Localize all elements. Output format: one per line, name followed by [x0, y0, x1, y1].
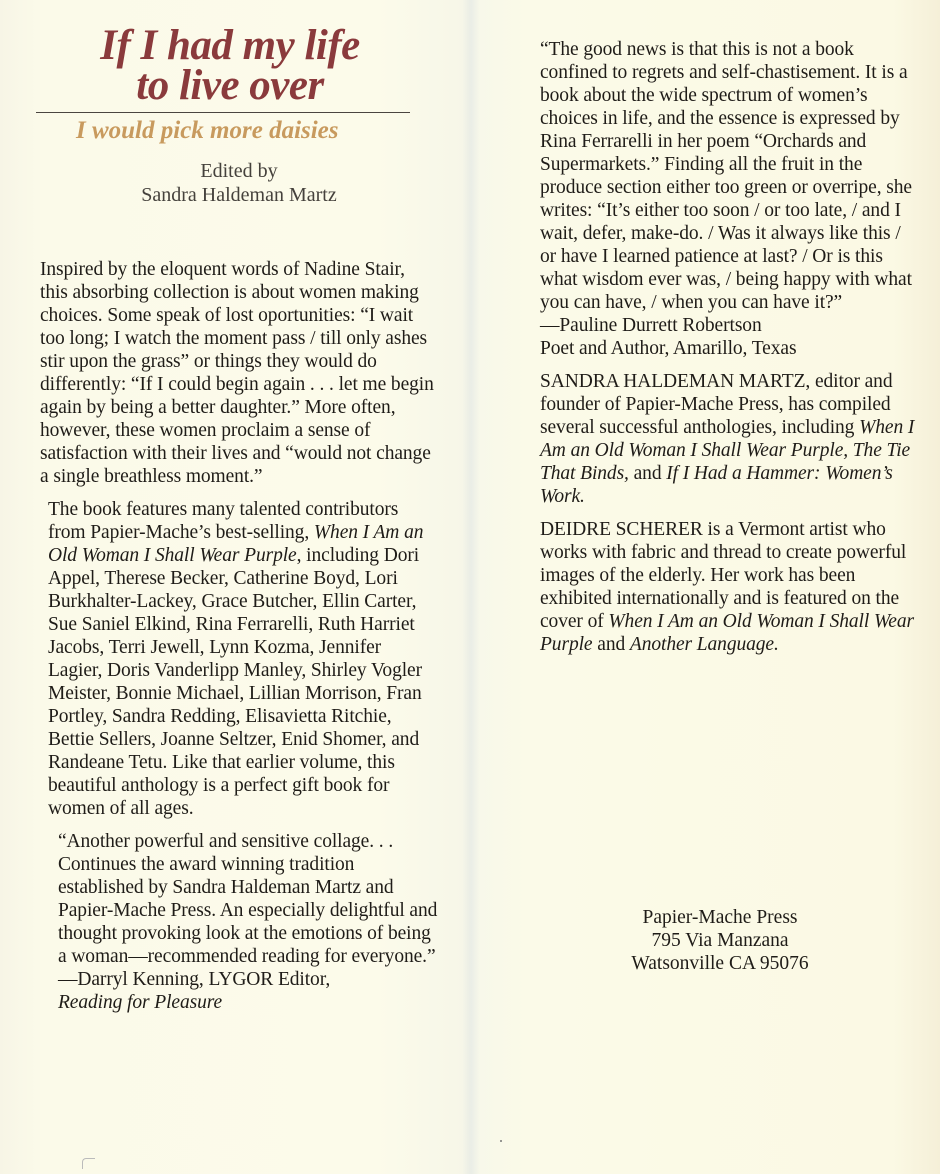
book-title — [36, 22, 412, 109]
review-quote-robertson — [540, 38, 920, 360]
robertson-role: Poet and Author, Amarillo, Texas — [540, 338, 797, 359]
editor-bio-lead: SANDRA HALDEMAN MARTZ, editor and founder of Papier-Mache Press, has compiled several successful anthologies, including — [540, 371, 893, 438]
robertson-quote-text: “The good news is that this is not a book confined to regrets and self-chastisement. It is a book about the wide spectrum of women’s choices in life, and the essence is expressed by Rina Ferrarelli in her poem “Orchards and Supermarkets.” Finding all the fruit in the produce section either too green or overripe, she writes: “It’s either too soon / or too late, / and I wait, defer, make-do. / Was it always like this / or have I learned patience at last? / Or is this what wisdom ever was, / being happy with what you can have, / when you can have it?” — [540, 39, 912, 313]
publisher-city: Watsonville CA 95076 — [631, 953, 809, 974]
book-description: Inspired by the eloquent words of Nadine Stair, this absorbing collection is about women making choices. Some speak of lost oportunities: “I wait too long; I watch the moment pass / till only ashes stir upon the grass” or things they would do differently: “If I could begin again . . . let me begin again by being a better daughter.” More often, however, these women proclaim a sense of satisfaction with their lives and “would not change a single breathless moment.” — [40, 259, 434, 487]
publisher-street: 795 Via Manzana — [651, 930, 789, 951]
artist-bio-book2: Another Language. — [629, 634, 779, 655]
editor-label: Edited by — [200, 160, 278, 182]
contributors-closing: Like that earlier volume, this beautiful anthology is a perfect gift book for women of all ages. — [48, 752, 395, 819]
book-gutter — [462, 0, 480, 1174]
contributors-intro: The book features many talented contributors from Papier-Mache’s best-selling, — [48, 499, 399, 543]
review-quote-text: “Another powerful and sensitive collage. . . Continues the award winning tradition established by Sandra Haldeman Martz and Papier-Mache Press. An especially delightful and thought provoking look at the emotions of being a woman—recommended reading for everyone.” — [58, 831, 438, 967]
robertson-attribution: —Pauline Durrett Robertson — [540, 315, 762, 336]
page-smudge — [82, 1158, 95, 1169]
review-publication: Reading for Pleasure — [58, 992, 223, 1013]
editor-bio-book1: When I Am an Old Woman I Shall Wear Purple, The Tie That Binds, — [540, 417, 915, 484]
contributors-paragraph — [48, 498, 433, 820]
right-column — [540, 38, 920, 666]
contributors-book-title: When I Am an Old Woman I Shall Wear Purple — [48, 522, 424, 566]
editor-bio — [540, 370, 920, 508]
artist-bio-lead: DEIDRE SCHERER is a Vermont artist who works with fabric and thread to create powerful images of the elderly. Her work has been exhibited internationally and is featured on the cover of — [540, 519, 907, 632]
publisher-address — [600, 906, 840, 975]
title-block — [36, 22, 412, 207]
title-divider — [36, 112, 410, 113]
title-line-1: If I had my life — [100, 22, 360, 69]
editor-name: Sandra Haldeman Martz — [141, 184, 337, 206]
publisher-name: Papier-Mache Press — [642, 907, 798, 928]
artist-bio-mid: and — [592, 634, 630, 655]
book-subtitle: I would pick more daisies — [76, 117, 339, 144]
left-column — [40, 258, 438, 1024]
contributors-names: , including Dori Appel, Therese Becker, Catherine Boyd, Lori Burkhalter-Lackey, Grace Butcher, Ellin Carter, Sue Saniel Elkind, Rina Ferrarelli, Ruth Harriet Jacobs, Terri Jewell, Lynn Kozma, Jennifer Lagier, Doris Vanderlipp Manley, Shirley Vogler Meister, Bonnie Michael, Lillian Morrison, Fran Portley, Sandra Redding, Elisavietta Ritchie, Bettie Sellers, Joanne Seltzer, Enid Shomer, and Randeane Tetu. — [48, 545, 422, 773]
editor-bio-book2: If I Had a Hammer: Women’s Work. — [540, 463, 893, 507]
artist-bio — [540, 518, 920, 656]
editor-bio-mid: and — [628, 463, 667, 484]
title-line-2: to live over — [136, 62, 324, 109]
artist-bio-book1: When I Am an Old Woman I Shall Wear Purple — [540, 611, 915, 655]
review-quote-kenning — [58, 830, 438, 1014]
review-attribution: —Darryl Kenning, LYGOR Editor, — [58, 969, 331, 990]
paper-speck — [500, 1140, 502, 1142]
editor-credit — [36, 159, 412, 207]
